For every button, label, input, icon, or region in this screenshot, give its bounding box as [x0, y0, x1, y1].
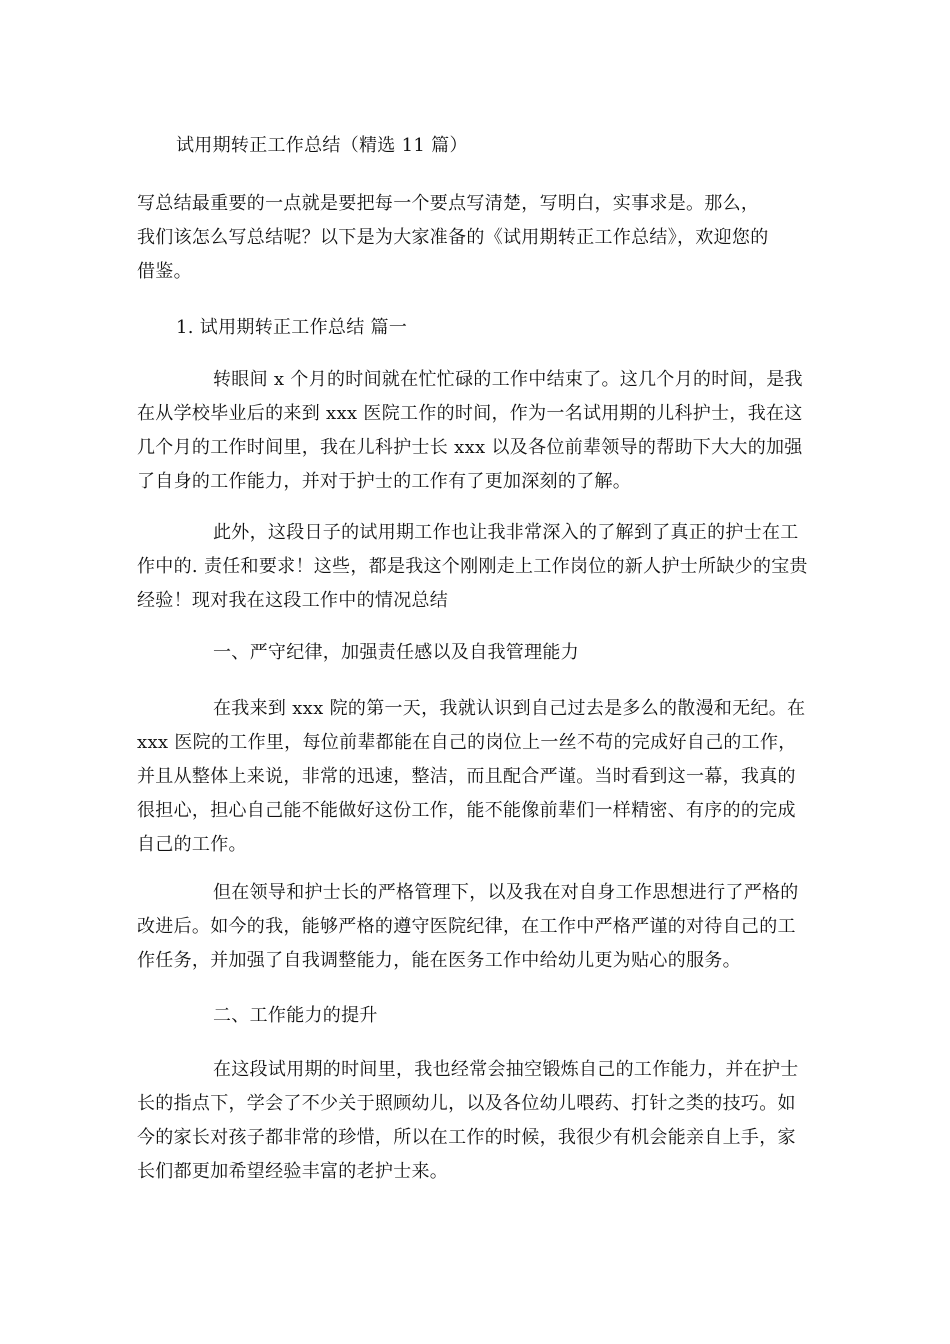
- intro-line-1: 写总结最重要的一点就是要把每一个要点写清楚，写明白，实事求是。那么，: [137, 193, 760, 214]
- paragraph-1: 转眼间 x 个月的时间就在忙忙碌的工作中结束了。这几个月的时间，是我在从学校毕业后的来到 xxx 医院工作的时间，作为一名试用期的儿科护士，我在这几个月的工作时间里，我在儿科护士长 xxx 以及各位前辈领导的帮助下大大的加强了自身的工作能力，并对于护士的工作有了更加深刻的了解。: [137, 369, 803, 492]
- subheading-2: 二、工作能力的提升: [213, 1005, 378, 1026]
- document-title: 试用期转正工作总结（精选 11 篇）: [176, 135, 468, 156]
- subheading-1: 一、严守纪律，加强责任感以及自我管理能力: [213, 642, 579, 663]
- paragraph-3: 在我来到 xxx 院的第一天，我就认识到自己过去是多么的散漫和无纪。在 xxx 医院的工作里，每位前辈都能在自己的岗位上一丝不苟的完成好自己的工作，并且从整体上来说，非常的迅速，整洁，而且配合严谨。当时看到这一幕，我真的很担心，担心自己能不能做好这份工作，能不能像前辈们一样精密、有序的的完成自己的工作。: [137, 698, 806, 855]
- intro-line-3: 借鉴。: [137, 261, 192, 282]
- intro-line-2: 我们该怎么写总结呢？以下是为大家准备的《试用期转正工作总结》，欢迎您的: [137, 227, 769, 248]
- paragraph-5: 在这段试用期的时间里，我也经常会抽空锻炼自己的工作能力，并在护士长的指点下，学会了不少关于照顾幼儿，以及各位幼儿喂药、打针之类的技巧。如今的家长对孩子都非常的珍惜，所以在工作的时候，我很少有机会能亲自上手，家长们都更加希望经验丰富的老护士来。: [137, 1059, 799, 1182]
- paragraph-2: 此外，这段日子的试用期工作也让我非常深入的了解到了真正的护士在工作中的. 责任和要求！这些，都是我这个刚刚走上工作岗位的新人护士所缺少的宝贵经验！现对我在这段工作中的情况总结: [137, 522, 808, 611]
- section-heading: 1. 试用期转正工作总结 篇一: [176, 317, 408, 338]
- paragraph-4: 但在领导和护士长的严格管理下，以及我在对自身工作思想进行了严格的改进后。如今的我，能够严格的遵守医院纪律，在工作中严格严谨的对待自己的工作任务，并加强了自我调整能力，能在医务工作中给幼儿更为贴心的服务。: [137, 882, 799, 971]
